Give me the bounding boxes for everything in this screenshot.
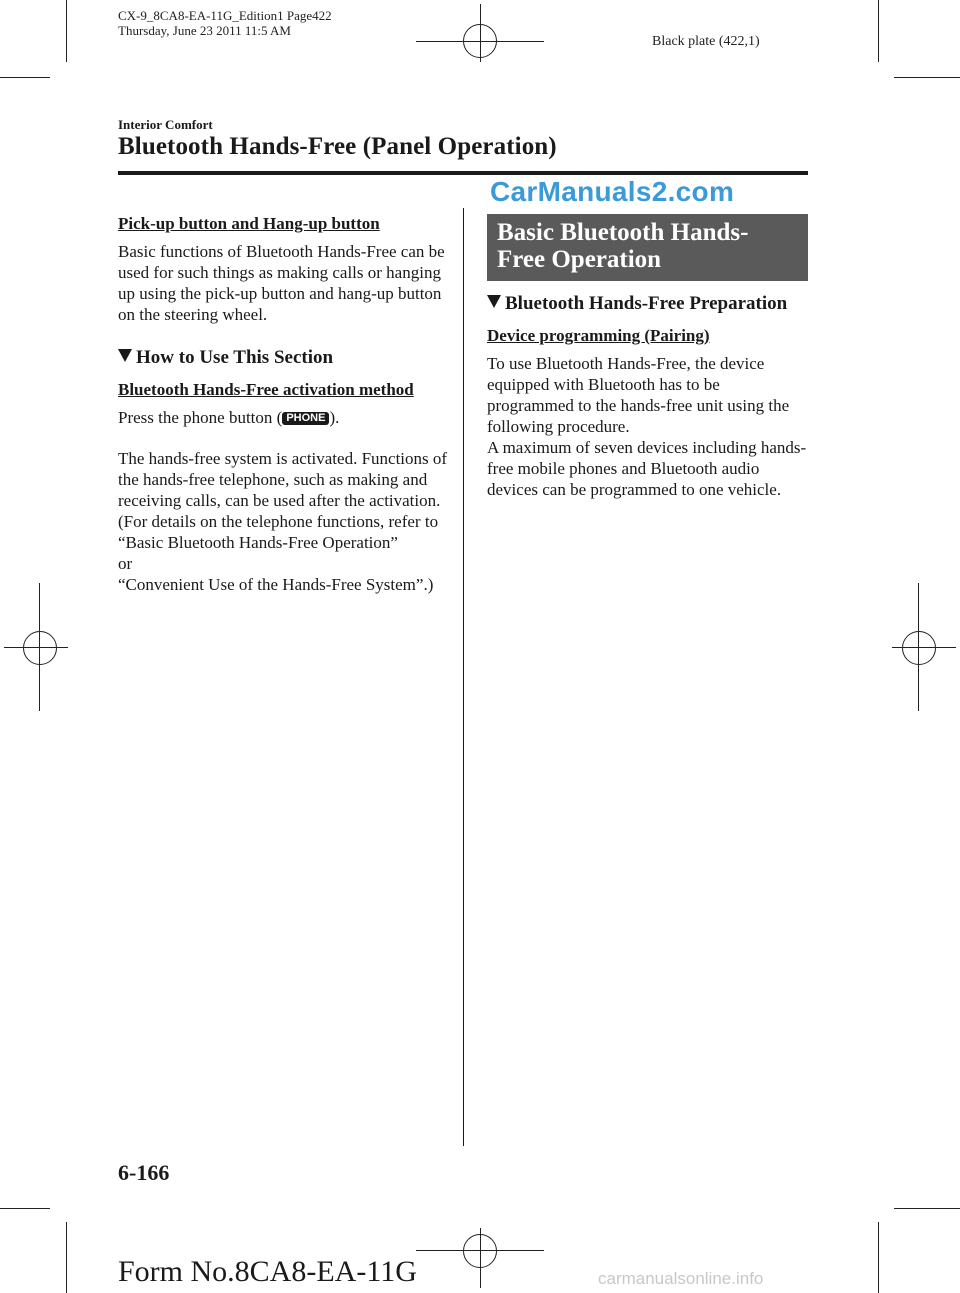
reference-basic-operation: “Basic Bluetooth Hands-Free Operation” (118, 533, 398, 552)
banner-line-2: Free Operation (497, 246, 662, 273)
footer-watermark: carmanualsonline.info (598, 1269, 764, 1288)
subhead-text: How to Use This Section (136, 347, 334, 368)
section-banner (487, 214, 808, 281)
subhead-preparation (487, 292, 807, 316)
phone-button-icon: PHONE (282, 412, 329, 425)
page-number: 6-166 (118, 1160, 170, 1185)
triangle-icon (487, 295, 501, 308)
triangle-icon (118, 349, 132, 362)
heading-device-programming: Device programming (Pairing) (487, 326, 710, 345)
paragraph-basic-functions: Basic functions of Bluetooth Hands-Free can be used for such things as making calls or hanging up using the pick-up button and hang-up button on the steering wheel. (118, 242, 445, 324)
reference-or: or (118, 554, 133, 573)
press-end: ). (329, 408, 340, 427)
reference-convenient-use: “Convenient Use of the Hands-Free System”.) (118, 575, 434, 594)
paragraph-max-devices: A maximum of seven devices including hands-free mobile phones and Bluetooth audio devices can be programmed to one vehicle. (487, 438, 807, 499)
paragraph-system-activated: The hands-free system is activated. Functions of the hands-free telephone, such as making and receiving calls, can be used after the activation. (For details on the telephone functions, refer to (118, 449, 448, 531)
heading-pickup-hangup: Pick-up button and Hang-up button (118, 214, 380, 233)
watermark-logo: CarManuals2.com (490, 176, 735, 207)
right-column (487, 292, 807, 500)
file-line: CX-9_8CA8-EA-11G_Edition1 Page422 (118, 8, 332, 23)
title-rule (118, 171, 808, 175)
left-column (118, 213, 448, 595)
date-line: Thursday, June 23 2011 11:5 AM (118, 23, 291, 38)
plate-label: Black plate (422,1) (652, 34, 760, 49)
print-meta (118, 8, 332, 38)
form-number: Form No.8CA8-EA-11G (118, 1255, 417, 1288)
section-label: Interior Comfort (118, 117, 213, 132)
column-divider (463, 208, 464, 1146)
paragraph-pairing-procedure: To use Bluetooth Hands-Free, the device equipped with Bluetooth has to be programmed to the hands-free unit using the following procedure. (487, 354, 790, 436)
subhead-how-to-use (118, 346, 448, 370)
page-title: Bluetooth Hands-Free (Panel Operation) (118, 133, 557, 160)
paragraph-press-phone (118, 407, 448, 428)
subhead-text: Bluetooth Hands-Free Preparation (505, 293, 788, 314)
banner-line-1: Basic Bluetooth Hands- (497, 219, 749, 246)
heading-activation-method: Bluetooth Hands-Free activation method (118, 380, 414, 399)
press-text: Press the phone button ( (118, 408, 283, 427)
